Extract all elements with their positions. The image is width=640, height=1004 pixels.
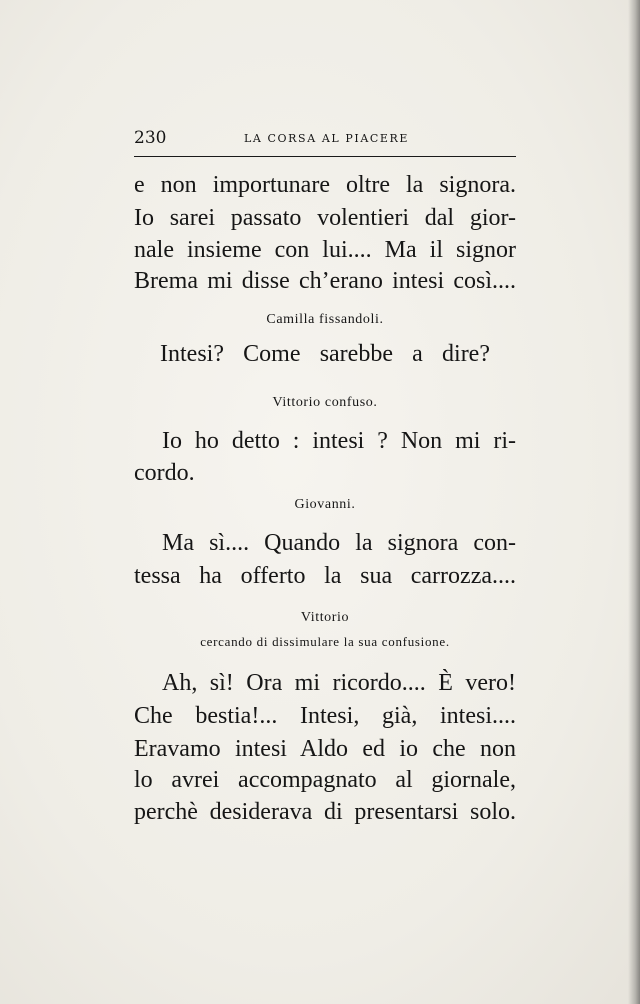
page-header (134, 128, 516, 150)
text-line: cordo. (134, 460, 195, 486)
speaker-camilla: Camilla fissandoli. (266, 312, 384, 327)
speaker-vittorio-2: Vittorio (300, 610, 350, 625)
speaker-vittorio: Vittorio confuso. (272, 395, 378, 410)
text-line: e non importunare oltre la signora. (134, 172, 516, 198)
text-line: Io ho detto : intesi ? Non mi ri- (162, 428, 516, 454)
page-number: 230 (134, 128, 167, 148)
text-line: Intesi? Come sarebbe a dire? (160, 341, 490, 367)
text-line: tessa ha offerto la sua carrozza.... (134, 563, 516, 589)
text-line: lo avrei accompagnato al giornale, (134, 767, 516, 793)
header-rule (134, 156, 516, 157)
text-line: Eravamo intesi Aldo ed io che non (134, 736, 516, 762)
text-line: Ma sì.... Quando la signora con- (162, 530, 516, 556)
text-line: Ah, sì! Ora mi ricordo.... È vero! (162, 670, 516, 696)
text-line: Brema mi disse ch’erano intesi così.... (134, 268, 516, 294)
stage-direction: cercando di dissimulare la sua confusione. (200, 634, 450, 649)
text-line: Che bestia!... Intesi, già, intesi.... (134, 703, 516, 729)
running-title: LA CORSA AL PIACERE (244, 132, 410, 145)
page-edge-shadow (628, 0, 640, 1004)
speaker-giovanni: Giovanni. (294, 497, 356, 512)
text-line: Io sarei passato volentieri dal gior- (134, 205, 516, 231)
text-line: nale insieme con lui.... Ma il signor (134, 237, 516, 263)
text-line: perchè desiderava di presentarsi solo. (134, 799, 516, 825)
